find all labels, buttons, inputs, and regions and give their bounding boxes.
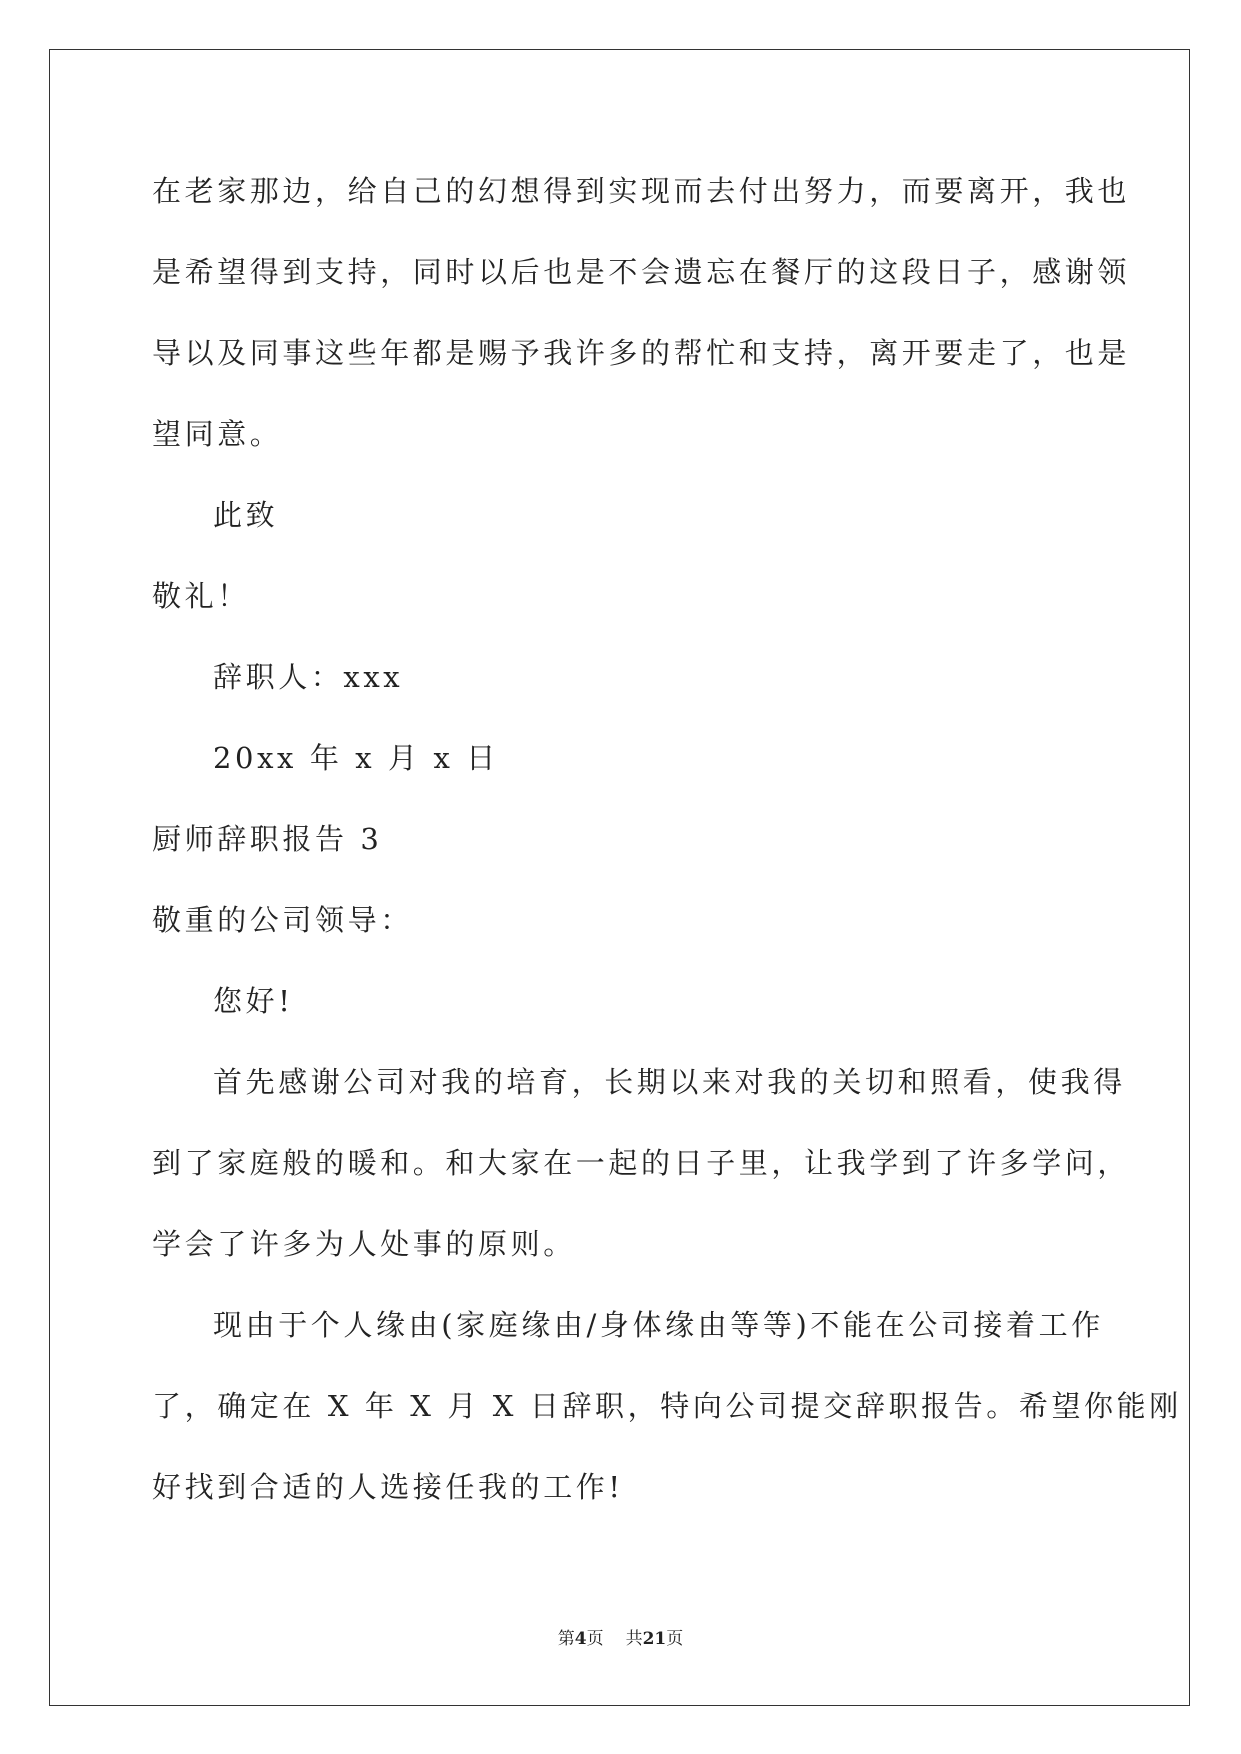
page-total: 21 [642,1629,667,1649]
paragraph-line: 导以及同事这些年都是赐予我许多的帮忙和支持，离开要走了，也是 [152,336,1131,370]
total-prefix: 共 [625,1629,643,1649]
letter-salutation: 敬重的公司领导： [152,903,413,937]
signature-name: 辞职人：xxx [213,660,404,694]
paragraph-line: 首先感谢公司对我的培育，长期以来对我的关切和照看，使我得 [213,1065,1126,1099]
paragraph-line: 好找到合适的人选接任我的工作! [152,1470,624,1504]
paragraph-line: 学会了许多为人处事的原则。 [152,1227,576,1261]
page-prefix: 第 [557,1629,575,1649]
closing-regards: 敬礼！ [152,579,250,613]
total-suffix: 页 [666,1629,684,1649]
greeting: 您好! [213,984,294,1018]
document-body [152,160,1182,1537]
paragraph-line: 了，确定在 X 年 X 月 X 日辞职，特向公司提交辞职报告。希望你能刚 [152,1389,1182,1423]
paragraph-line: 到了家庭般的暖和。和大家在一起的日子里，让我学到了许多学问， [152,1146,1131,1180]
page-current: 4 [574,1629,587,1649]
paragraph-line: 在老家那边，给自己的幻想得到实现而去付出努力，而要离开，我也 [152,174,1131,208]
closing-salutation: 此致 [213,498,279,532]
signature-date: 20xx 年 x 月 x 日 [213,741,499,775]
paragraph-line: 是希望得到支持，同时以后也是不会遗忘在餐厅的这段日子，感谢领 [152,255,1131,289]
page-footer [0,1624,1241,1649]
section-title: 厨师辞职报告 3 [152,822,383,856]
paragraph-line: 望同意。 [152,417,283,451]
paragraph-line: 现由于个人缘由(家庭缘由/身体缘由等等)不能在公司接着工作 [213,1308,1104,1342]
page-suffix: 页 [586,1629,604,1649]
